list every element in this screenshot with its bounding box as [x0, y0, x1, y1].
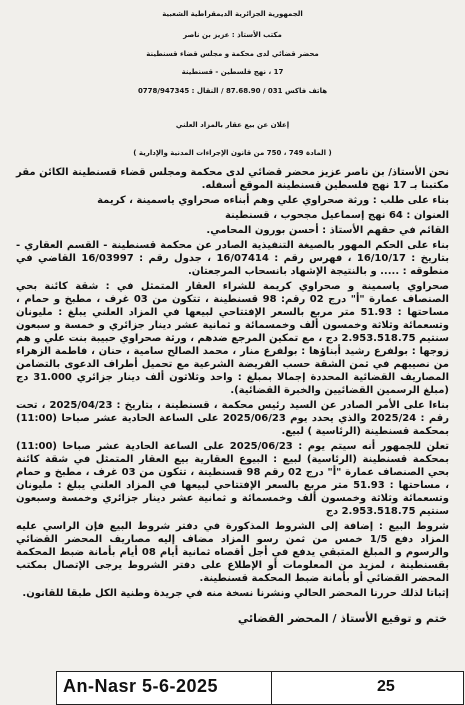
office-address: 17 ، نهج فلسطين - قسنطينة [181, 68, 284, 76]
requester-paragraph: بناء على طلب : ورثة صحراوي علي وهم أبناءه صحراوي ياسمينة ، كريمة [97, 195, 449, 206]
republic-header: الجمهورية الجزائرية الديمقراطية الشعبية [162, 10, 303, 18]
footer-divider [271, 672, 272, 704]
newspaper-footer [56, 671, 464, 705]
signature-line: ختم و توقيع الأستاذ / المحضر القضائي [237, 612, 447, 625]
judgment-paragraph: بناء على الحكم المهور بالصيغة التنفيذية الصادر عن محكمة قسنطينة - القسم العقاري - بتاريخ : 16/10/17 ، فهرس رقم : 16/07414 ، جدول رقم : 16/03997 القاضي في منطوقه : ..... و بالنتيجة الإشهاد بانسحاب المرجعتان. [16, 240, 449, 277]
property-paragraph: صحراوي ياسمينة و صحراوي كريمة للشراء العقار المتمثل في : شقة كائنة بحي الصنصاف عمارة "أ" درج 02 رقم: 98 قسنطينة ، تتكون من 03 غرف ، مطبخ و حمام ، مساحتها : 51.93 متر مربع بالسعر الإفتتاحي لبيعها في المزاد العلني يبلغ : مليونان وتسعمائة وثلاثة وخمسون ألف وخمسمائة و ثمانية عشر دينار جزائري و خمسة و سبعون سنتيم 2.953.518.75 دج ، مع تمكين المرجع ضدهم ، ورثة صحراوي حبيبة بنت علي و هم زوجها : بولفرع رشيد أبناؤها : بولفرع منار ، محمد الصالح سامية ، حنان ، فاطمة الزهراء من نصيبهم في ثمن الشقة حسب الفريضة الشرعية مع تحميل أطراف الدعوى بالتضامن المصاريف القضائية المحددة إجمالا بمبلغ : واحد وثلاثون ألف دينار جزائري 31.000 دج (مبلغ الرسمين القضائيين والخبرة القضائية). [16, 281, 449, 396]
notice-body [16, 166, 449, 602]
office-name: مكتب الأستاذ : عزيز بن ناصر [183, 31, 282, 39]
closing-paragraph: إثباتا لذلك حررنا المحضر الحالي ونشرنا نسخة منه في جريدة وطنية الكل طبقا للقانون. [22, 588, 449, 599]
announcement-paragraph: تعلن للجمهور أنه سيتم يوم : 2025/06/23 على الساعة الحادية عشر صباحا (11:00) بمحكمة قسنطينة (الرئاسية) لبيع : البيوع العقارية بيع العقار المتمثل في شقة كائنة بحي الصنصاف عمارة "أ" درج 02 رقم 98 قسنطينة ، تتكون من 03 غرف ، مطبخ و حمام ، مساحتها : 51.93 متر مربع بالسعر الإفتتاحي لبيعها في المزاد العلني يبلغ : مليونان وتسعمائة وثلاثة وخمسون ألف وخمسمائة و ثمانية عشر دينار جزائري وخمسة وسبعون سنتيم 2.953.518.75 دج [16, 441, 449, 517]
lawyer-paragraph: القائم في حقهم الأستاذ : أحسن بورون المحامي. [206, 225, 449, 236]
order-paragraph: بناءا على الأمر الصادر عن السيد رئيس محكمة ، قسنطينة ، بتاريخ : 2025/04/23 ، تحت رقم : 2025/24 والذي يحدد يوم 2025/06/23 على الساعة الحادية عشر صباحا (11:00) بمحكمة قسنطينة (الرئاسية ) لبيع. [16, 400, 450, 437]
bailiff-title: محضر قضائي لدى محكمة و مجلس قضاء قسنطينة [146, 50, 319, 58]
intro-paragraph: نحن الأستاذ/ بن ناصر عزيز محضر قضائي لدى محكمة ومجلس قضاء قسنطينة الكائن مقر مكتبنا بـ 17 نهج فلسطين قسنطينة الموقع أسفله. [16, 167, 449, 191]
publication-date: An-Nasr 5-6-2025 [63, 676, 219, 696]
address-paragraph: العنوان : 64 نهج إسماعيل مجحوب ، قسنطينة [224, 210, 449, 221]
page-number: 25 [377, 678, 395, 695]
contact-numbers: هاتف فاكس 031 / 87.68.90 / النقال : 0778/947345 [137, 87, 328, 95]
notice-title: إعلان عن بيع عقار بالمزاد العلني [175, 121, 290, 129]
sale-conditions-paragraph: شروط البيع : إضافة إلى الشروط المذكورة في دفتر شروط البيع فإن الراسي عليه المزاد دفع 1/5 خمس من ثمن رسو المزاد مضاف إليه مصاريف المحضر القضائي والرسوم و المبلغ المتبقي يدفع في أجل أقصاه ثمانية أيام 08 أيام بأمانة ضبط المحكمة بقسنطينة ، لمزيد من المعلومات أو الإطلاع على دفتر الشروط يرجى الإتصال بمكتب المحضر القضائي أو بأمانة ضبط المحكمة قسنطينة. [16, 521, 449, 584]
notice-subtitle: ( المادة 749 ، 750 من قانون الإجراءات المدنية والإدارية ) [133, 149, 332, 157]
